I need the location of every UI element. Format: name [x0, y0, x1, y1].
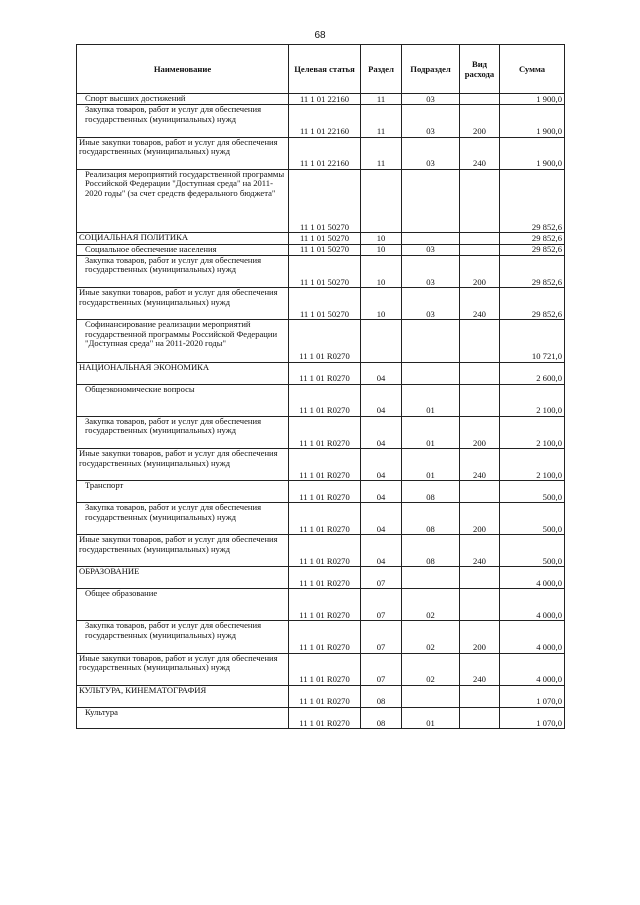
- row-section: 10: [361, 233, 402, 244]
- row-section: 04: [361, 449, 402, 481]
- budget-table: [76, 44, 565, 729]
- table-row: [77, 169, 565, 232]
- row-sum: 29 852,6: [500, 233, 565, 244]
- row-target-article: 11 1 01 22160: [289, 137, 361, 169]
- row-target-article: 11 1 01 22160: [289, 105, 361, 137]
- row-expense-type: [460, 169, 500, 232]
- row-target-article: 11 1 01 50270: [289, 233, 361, 244]
- row-subsection: [402, 362, 460, 384]
- header-target-article: Целевая статья: [289, 45, 361, 94]
- row-sum: 500,0: [500, 535, 565, 567]
- row-target-article: 11 1 01 R0270: [289, 653, 361, 685]
- row-target-article: 11 1 01 R0270: [289, 362, 361, 384]
- table-row: [77, 707, 565, 729]
- row-expense-type: [460, 244, 500, 255]
- page-number: 68: [314, 30, 326, 41]
- row-subsection: 03: [402, 255, 460, 287]
- row-section: 10: [361, 244, 402, 255]
- table-row: [77, 589, 565, 621]
- row-subsection: 08: [402, 503, 460, 535]
- row-target-article: 11 1 01 R0270: [289, 535, 361, 567]
- row-name: Иные закупки товаров, работ и услуг для обеспечения государственных (муниципальных) нужд: [77, 449, 289, 481]
- row-expense-type: [460, 567, 500, 589]
- row-name: Закупка товаров, работ и услуг для обеспечения государственных (муниципальных) нужд: [77, 255, 289, 287]
- row-target-article: 11 1 01 R0270: [289, 621, 361, 653]
- row-name: Культура: [77, 707, 289, 729]
- row-expense-type: [460, 384, 500, 416]
- row-section: 04: [361, 362, 402, 384]
- row-name: Реализация мероприятий государственной программы Российской Федерации "Доступная среда" на 2011-2020 годы" (за счет средств федерального бюджета": [77, 169, 289, 232]
- row-section: 04: [361, 416, 402, 448]
- table-row: [77, 449, 565, 481]
- row-sum: 1 070,0: [500, 707, 565, 729]
- table-row: [77, 362, 565, 384]
- row-target-article: 11 1 01 R0270: [289, 589, 361, 621]
- row-target-article: 11 1 01 22160: [289, 94, 361, 105]
- row-subsection: 01: [402, 416, 460, 448]
- row-section: 07: [361, 621, 402, 653]
- row-section: 04: [361, 384, 402, 416]
- header-name: Наименование: [77, 45, 289, 94]
- row-name: НАЦИОНАЛЬНАЯ ЭКОНОМИКА: [77, 362, 289, 384]
- row-sum: 2 100,0: [500, 416, 565, 448]
- row-target-article: 11 1 01 R0270: [289, 685, 361, 707]
- row-sum: 2 100,0: [500, 384, 565, 416]
- row-subsection: [402, 567, 460, 589]
- row-subsection: 03: [402, 137, 460, 169]
- row-target-article: 11 1 01 R0270: [289, 503, 361, 535]
- table-row: [77, 685, 565, 707]
- row-sum: 1 900,0: [500, 137, 565, 169]
- table-row: [77, 137, 565, 169]
- header-subsection: Подраздел: [402, 45, 460, 94]
- row-expense-type: 200: [460, 255, 500, 287]
- row-subsection: 03: [402, 288, 460, 320]
- row-subsection: 01: [402, 707, 460, 729]
- table-row: [77, 94, 565, 105]
- row-name: Транспорт: [77, 481, 289, 503]
- table-body: [77, 94, 565, 729]
- row-name: ОБРАЗОВАНИЕ: [77, 567, 289, 589]
- row-name: Иные закупки товаров, работ и услуг для обеспечения государственных (муниципальных) нужд: [77, 288, 289, 320]
- row-subsection: 02: [402, 589, 460, 621]
- row-sum: 2 600,0: [500, 362, 565, 384]
- row-target-article: 11 1 01 R0270: [289, 416, 361, 448]
- table-row: [77, 384, 565, 416]
- row-expense-type: 240: [460, 449, 500, 481]
- table-row: [77, 233, 565, 244]
- row-expense-type: 200: [460, 416, 500, 448]
- row-expense-type: 240: [460, 653, 500, 685]
- row-section: 04: [361, 481, 402, 503]
- table-row: [77, 535, 565, 567]
- row-sum: 4 000,0: [500, 589, 565, 621]
- row-sum: 29 852,6: [500, 169, 565, 232]
- row-name: Закупка товаров, работ и услуг для обеспечения государственных (муниципальных) нужд: [77, 621, 289, 653]
- row-section: 04: [361, 535, 402, 567]
- row-subsection: 03: [402, 94, 460, 105]
- table-row: [77, 481, 565, 503]
- row-name: Иные закупки товаров, работ и услуг для обеспечения государственных (муниципальных) нужд: [77, 653, 289, 685]
- row-expense-type: 200: [460, 105, 500, 137]
- row-sum: 4 000,0: [500, 653, 565, 685]
- table-row: [77, 416, 565, 448]
- row-name: Иные закупки товаров, работ и услуг для обеспечения государственных (муниципальных) нужд: [77, 137, 289, 169]
- row-name: КУЛЬТУРА, КИНЕМАТОГРАФИЯ: [77, 685, 289, 707]
- table-row: [77, 255, 565, 287]
- row-section: 10: [361, 288, 402, 320]
- row-subsection: 02: [402, 621, 460, 653]
- row-subsection: 03: [402, 244, 460, 255]
- row-target-article: 11 1 01 50270: [289, 255, 361, 287]
- row-section: 11: [361, 137, 402, 169]
- row-section: 07: [361, 567, 402, 589]
- row-target-article: 11 1 01 R0270: [289, 320, 361, 363]
- row-name: Спорт высших достижений: [77, 94, 289, 105]
- header-sum: Сумма: [500, 45, 565, 94]
- row-subsection: 08: [402, 535, 460, 567]
- table-header-row: [77, 45, 565, 94]
- row-subsection: 02: [402, 653, 460, 685]
- row-subsection: [402, 685, 460, 707]
- row-target-article: 11 1 01 R0270: [289, 481, 361, 503]
- table-row: [77, 288, 565, 320]
- row-sum: 10 721,0: [500, 320, 565, 363]
- header-expense-type: Вид расхода: [460, 45, 500, 94]
- row-expense-type: [460, 94, 500, 105]
- row-sum: 1 900,0: [500, 105, 565, 137]
- row-section: 07: [361, 589, 402, 621]
- table-row: [77, 567, 565, 589]
- row-sum: 4 000,0: [500, 621, 565, 653]
- row-expense-type: [460, 362, 500, 384]
- row-subsection: [402, 320, 460, 363]
- row-target-article: 11 1 01 R0270: [289, 449, 361, 481]
- row-section: 10: [361, 255, 402, 287]
- row-sum: 29 852,6: [500, 288, 565, 320]
- row-name: Общеэкономические вопросы: [77, 384, 289, 416]
- row-subsection: [402, 169, 460, 232]
- row-expense-type: [460, 481, 500, 503]
- row-expense-type: [460, 233, 500, 244]
- row-section: [361, 169, 402, 232]
- row-section: 07: [361, 653, 402, 685]
- row-section: 11: [361, 105, 402, 137]
- row-sum: 1 070,0: [500, 685, 565, 707]
- row-section: 11: [361, 94, 402, 105]
- row-subsection: [402, 233, 460, 244]
- row-section: 08: [361, 685, 402, 707]
- row-subsection: 08: [402, 481, 460, 503]
- table-row: [77, 105, 565, 137]
- row-sum: 29 852,6: [500, 244, 565, 255]
- row-expense-type: [460, 707, 500, 729]
- row-sum: 2 100,0: [500, 449, 565, 481]
- row-expense-type: [460, 685, 500, 707]
- row-subsection: 01: [402, 449, 460, 481]
- table-row: [77, 621, 565, 653]
- row-subsection: 01: [402, 384, 460, 416]
- row-expense-type: 200: [460, 503, 500, 535]
- table-row: [77, 653, 565, 685]
- row-expense-type: 240: [460, 288, 500, 320]
- row-name: Социальное обеспечение населения: [77, 244, 289, 255]
- row-name: Иные закупки товаров, работ и услуг для обеспечения государственных (муниципальных) нужд: [77, 535, 289, 567]
- row-target-article: 11 1 01 R0270: [289, 384, 361, 416]
- row-section: [361, 320, 402, 363]
- row-sum: 500,0: [500, 481, 565, 503]
- header-section: Раздел: [361, 45, 402, 94]
- row-sum: 29 852,6: [500, 255, 565, 287]
- row-subsection: 03: [402, 105, 460, 137]
- row-target-article: 11 1 01 R0270: [289, 707, 361, 729]
- row-target-article: 11 1 01 50270: [289, 244, 361, 255]
- row-target-article: 11 1 01 50270: [289, 288, 361, 320]
- row-name: Закупка товаров, работ и услуг для обеспечения государственных (муниципальных) нужд: [77, 503, 289, 535]
- table-row: [77, 503, 565, 535]
- row-expense-type: [460, 589, 500, 621]
- table-row: [77, 244, 565, 255]
- table-row: [77, 320, 565, 363]
- row-name: СОЦИАЛЬНАЯ ПОЛИТИКА: [77, 233, 289, 244]
- row-name: Общее образование: [77, 589, 289, 621]
- row-sum: 1 900,0: [500, 94, 565, 105]
- row-target-article: 11 1 01 R0270: [289, 567, 361, 589]
- row-name: Закупка товаров, работ и услуг для обеспечения государственных (муниципальных) нужд: [77, 105, 289, 137]
- row-expense-type: [460, 320, 500, 363]
- row-sum: 500,0: [500, 503, 565, 535]
- row-name: Софинансирование реализации мероприятий государственной программы Российской Федерации "Доступная среда" на 2011-2020 годы": [77, 320, 289, 363]
- row-section: 04: [361, 503, 402, 535]
- row-target-article: 11 1 01 50270: [289, 169, 361, 232]
- row-section: 08: [361, 707, 402, 729]
- row-expense-type: 240: [460, 137, 500, 169]
- row-expense-type: 200: [460, 621, 500, 653]
- row-name: Закупка товаров, работ и услуг для обеспечения государственных (муниципальных) нужд: [77, 416, 289, 448]
- row-expense-type: 240: [460, 535, 500, 567]
- row-sum: 4 000,0: [500, 567, 565, 589]
